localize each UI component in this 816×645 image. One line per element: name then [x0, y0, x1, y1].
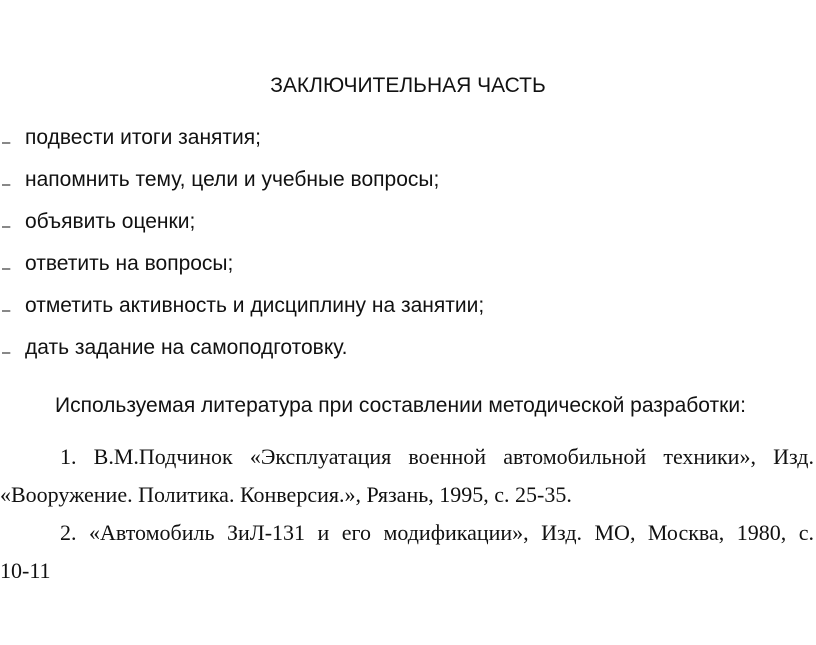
dash-marker: – — [2, 344, 11, 361]
list-item — [0, 125, 816, 167]
list-item-text: дать задание на самоподготовку. — [25, 336, 348, 359]
reference-line: 2. «Автомобиль ЗиЛ-131 и его модификации», Изд. МО, Москва, 1980, с. — [60, 520, 814, 545]
dash-marker: – — [2, 134, 11, 151]
section-title: ЗАКЛЮЧИТЕЛЬНАЯ ЧАСТЬ — [270, 74, 546, 97]
list-item-text: подвести итоги занятия; — [25, 126, 261, 149]
dash-marker: – — [2, 302, 11, 319]
task-list — [0, 125, 816, 377]
dash-marker: – — [2, 260, 11, 277]
reference-line: 10-11 — [0, 558, 51, 583]
reference-entry — [0, 438, 816, 514]
list-item — [0, 167, 816, 209]
list-item-text: отметить активность и дисциплину на занятии; — [25, 294, 485, 317]
list-item — [0, 209, 816, 251]
reference-line: 1. В.М.Подчинок «Эксплуатация военной автомобильной техники», Изд. — [60, 444, 814, 469]
reference-entry — [0, 514, 816, 590]
list-item — [0, 251, 816, 293]
literature-heading: Используемая литература при составлении методической разработки: — [55, 394, 746, 417]
list-item-text: ответить на вопросы; — [25, 252, 234, 275]
list-item — [0, 293, 816, 335]
dash-marker: – — [2, 176, 11, 193]
list-item-text: объявить оценки; — [25, 210, 196, 233]
dash-marker: – — [2, 218, 11, 235]
reference-line: «Вооружение. Политика. Конверсия.», Рязань, 1995, с. 25-35. — [0, 482, 572, 507]
list-item-text: напомнить тему, цели и учебные вопросы; — [25, 168, 440, 191]
list-item — [0, 335, 816, 377]
